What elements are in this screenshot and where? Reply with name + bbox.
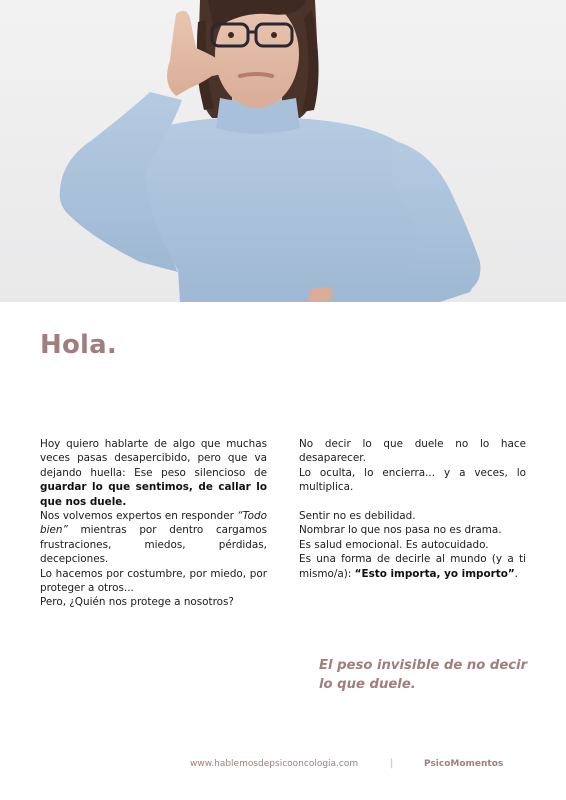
paragraph-habit: Lo hacemos por costumbre, por miedo, por proteger a otros... — [40, 567, 267, 595]
intro-bold-text: guardar lo que sentimos, de callar lo que nos duele. — [40, 481, 267, 508]
experts-italic-text: “Todo bien” — [40, 510, 267, 537]
hero-photo — [0, 0, 566, 302]
footer-separator: | — [390, 758, 394, 769]
right-column — [299, 437, 526, 581]
woman-illustration — [0, 0, 566, 302]
paragraph-gap — [299, 495, 526, 509]
tell-world-end: . — [514, 567, 518, 580]
left-column — [40, 437, 267, 610]
paragraph-question: Pero, ¿Quién nos protege a nosotros? — [40, 596, 234, 609]
pull-quote-line-2: lo que duele. — [319, 677, 416, 692]
paragraph-experts — [40, 509, 267, 567]
paragraph-intro — [40, 437, 267, 509]
paragraph-tell-world — [299, 552, 526, 581]
paragraph-hides: Lo oculta, lo encierra... y a veces, lo multiplica. — [299, 466, 526, 494]
page-title: Hola. — [40, 330, 117, 360]
paragraph-not-weakness: Sentir no es debilidad. — [299, 510, 416, 523]
experts-text-end: mientras por dentro cargamos frustraciones, miedos, pérdidas, decepciones. — [40, 524, 267, 566]
paragraph-not-disappear: No decir lo que duele no lo hace desaparecer. — [299, 438, 526, 465]
pull-quote-line-1: El peso invisible de no decir — [319, 658, 528, 673]
footer-website-link[interactable]: www.hablemosdepsicooncologia.com — [190, 759, 359, 769]
paragraph-health: Es salud emocional. Es autocuidado. — [299, 538, 489, 551]
pull-quote — [319, 656, 539, 694]
tell-world-text: Es una forma de decirle al mundo (y a ti mismo/a): — [299, 553, 526, 580]
tell-world-bold-text: “Esto importa, yo importo” — [354, 567, 515, 580]
footer — [0, 759, 566, 773]
experts-text-start: Nos volvemos expertos en responder — [40, 510, 238, 523]
intro-text: Hoy quiero hablarte de algo que muchas veces pasas desapercibido, pero que va dejando huella: Ese peso silencioso de — [40, 438, 267, 479]
paragraph-not-drama: Nombrar lo que nos pasa no es drama. — [299, 524, 502, 537]
footer-brand: PsicoMomentos — [424, 759, 504, 769]
